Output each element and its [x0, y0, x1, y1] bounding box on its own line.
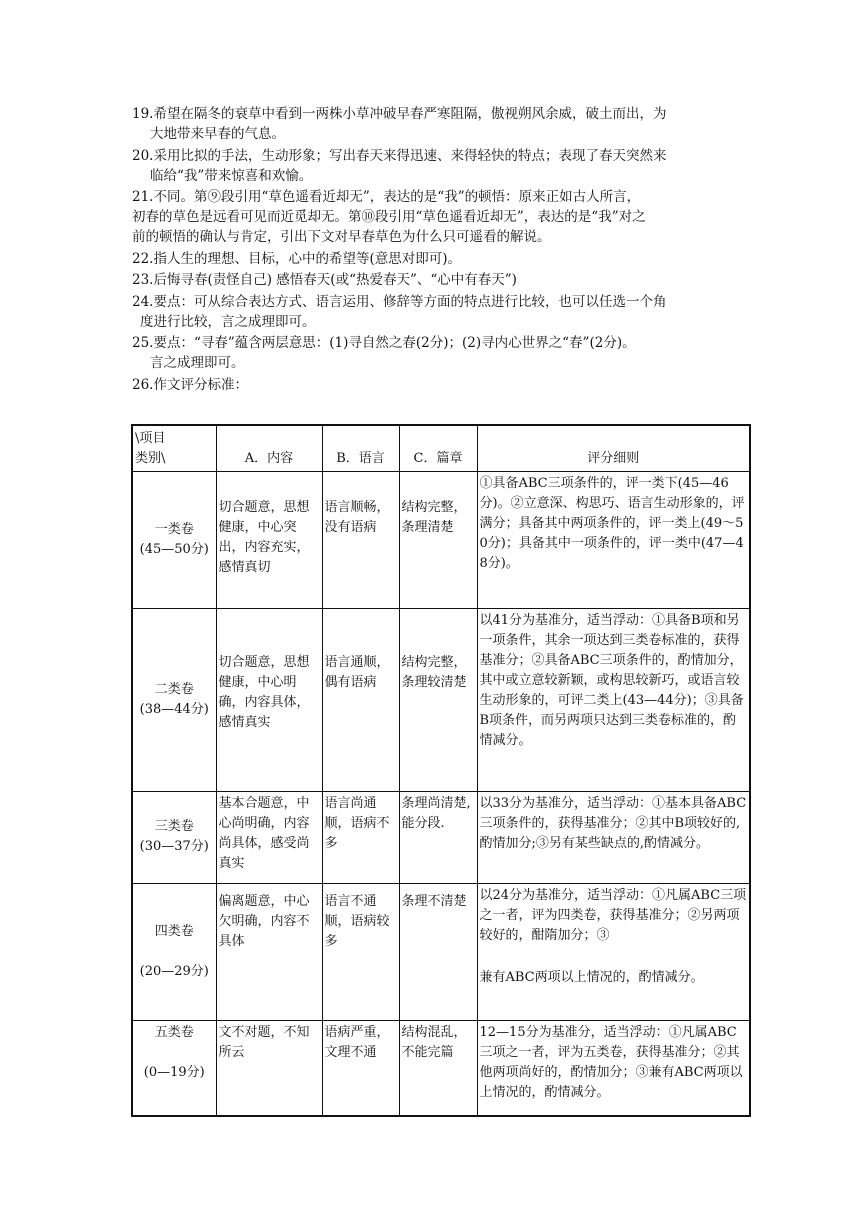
language-cell: 语言不通顺，语病较多 [322, 883, 399, 1020]
category-name: 五类卷 [154, 1024, 194, 1040]
content-cell: 偏离题意，中心欠明确，内容不具体 [216, 883, 322, 1020]
table-row [132, 1020, 750, 1116]
answer-text: 初春的草色是远看可见而近觅却无。第⑩段引用“草色遥看近却无”，表达的是“我”对之 [132, 209, 646, 225]
answer-text: 前的顿悟的确认与肯定，引出下文对早春草色为什么只可遥看的解说。 [132, 229, 551, 245]
answer-24 [132, 292, 742, 332]
rubric-table [131, 424, 751, 1117]
answer-number: 23. [132, 272, 154, 288]
answer-text: 后悔寻春(责怪自己) 感悟春天(或“热爱春天”、“心中有春天”) [153, 272, 517, 288]
answer-text: 希望在隔冬的衰草中看到一两株小草冲破早春严寒阻隔，傲视朔风余威，破土而出，为 [153, 106, 667, 122]
category-range: (0—19分) [143, 1064, 205, 1080]
detail-cell: 以33分为基准分，适当浮动：①基本具备ABC三项条件的，获得基准分；②其中B项较好的,酌情加分;③另有某些缺点的,酌情减分。 [477, 791, 750, 883]
content-cell: 基本合题意，中心尚明确，内容尚具体，感受尚真实 [216, 791, 322, 883]
category-name: 一类卷 [154, 521, 194, 537]
answer-21 [132, 187, 742, 247]
category-cell [132, 1020, 216, 1116]
answer-text: 临给“我”带来惊喜和欢愉。 [150, 167, 313, 184]
content-cell: 切合题意，思想健康，中心明确，内容具体，感情真实 [216, 608, 322, 791]
detail-cell: 12—15分为基准分，适当浮动：①凡属ABC三项之一者，评为五类卷，获得基准分；②其他两项尚好的，酌情加分；③兼有ABC两项以上情况的，酌情减分。 [477, 1020, 750, 1116]
answer-23 [132, 270, 742, 290]
answer-text: 指人生的理想、目标，心中的希望等(意思对即可)。 [153, 250, 462, 267]
header-language: B．语言 [322, 425, 399, 471]
header-content: A．内容 [216, 425, 322, 471]
answer-19 [132, 104, 742, 144]
detail-text-2: 兼有ABC两项以上情况的，酌情减分。 [479, 969, 704, 985]
category-range: (45—50分) [139, 541, 209, 557]
structure-cell: 条理尚清楚,能分段. [399, 791, 477, 883]
answer-list [132, 104, 742, 396]
language-cell: 语言尚通顺，语病不多 [322, 791, 399, 883]
answer-text: 要点：可从综合表达方式、语言运用、修辞等方面的特点进行比较，也可以任选一个角 [153, 293, 667, 310]
answer-25 [132, 333, 742, 373]
language-cell: 语言顺畅，没有语病 [322, 471, 399, 608]
category-cell [132, 791, 216, 883]
answer-text: 作文评分标准： [153, 376, 248, 393]
category-name: 二类卷 [154, 681, 194, 697]
category-range: (30—37分) [139, 839, 209, 854]
structure-cell: 结构完整，条理清楚 [399, 471, 477, 608]
answer-number: 24. [132, 293, 154, 310]
answer-22 [132, 249, 742, 269]
detail-cell: 以41分为基准分，适当浮动：①具备B项和另一项条件，其余一项达到三类卷标准的，获得基准分；②具备ABC三项条件的，酌情加分，其中或立意较新颖，或构思较新巧，或语言较生动形象的，可评二类上(43—44分)；③具备B项条件，而另两项只达到三类卷标准的，酌情减分。 [477, 608, 750, 791]
structure-cell: 结构混乱，不能完篇 [399, 1020, 477, 1116]
table-row [132, 791, 750, 883]
answer-number: 22. [132, 250, 154, 267]
language-cell: 语言通顺，偶有语病 [322, 608, 399, 791]
answer-text: 大地带来早春的气息。 [150, 126, 285, 142]
answer-text: 度进行比较，言之成理即可。 [140, 313, 316, 330]
category-cell [132, 883, 216, 1020]
category-range: (38—44分) [139, 701, 209, 717]
table-header-row [132, 425, 750, 471]
corner-top: \项目 [135, 430, 166, 446]
content-cell: 文不对题，不知所云 [216, 1020, 322, 1116]
answer-text: 采用比拟的手法，生动形象；写出春天来得迅速、来得轻快的特点；表现了春天突然来 [153, 147, 667, 164]
answer-text: 要点：“寻春”蕴含两层意思：(1)寻自然之春(2分)；(2)寻内心世界之“春”(2分)。 [153, 335, 636, 351]
structure-cell: 结构完整，条理较清楚 [399, 608, 477, 791]
header-structure: C．篇章 [399, 425, 477, 471]
answer-number: 25. [132, 335, 154, 351]
answer-20 [132, 146, 742, 186]
detail-text: 以24分为基准分，适当浮动：①凡属ABC三项之一者，评为四类卷，获得基准分；②另两项较好的，酣隋加分；③ [479, 887, 747, 943]
table-row [132, 471, 750, 608]
answer-text: 不同。第⑨段引用“草色遥看近却无”，表达的是“我”的顿悟：原来正如古人所言， [153, 189, 641, 205]
category-name: 四类卷 [154, 923, 194, 939]
detail-cell: ①具备ABC三项条件的，评一类下(45—46分)。②立意深、构思巧、语言生动形象的，评满分；具备其中两项条件的，评一类上(49～50分)；具备其中一项条件的，评一类中(47—48分)。 [477, 471, 750, 608]
corner-bottom: 类别\ [135, 450, 166, 466]
table-row [132, 608, 750, 791]
answer-number: 26. [132, 376, 154, 393]
answer-text: 言之成理即可。 [150, 355, 245, 371]
answer-number: 21. [132, 189, 154, 205]
content-cell: 切合题意，思想健康，中心突出，内容充实，感情真切 [216, 471, 322, 608]
header-detail: 评分细则 [477, 425, 750, 471]
category-name: 三类卷 [154, 819, 194, 834]
structure-cell: 条理不清楚 [399, 883, 477, 1020]
category-range: (20—29分) [139, 963, 209, 979]
corner-cell [132, 425, 216, 471]
answer-26 [132, 375, 742, 395]
category-cell [132, 471, 216, 608]
table-row [132, 883, 750, 1020]
detail-cell [477, 883, 750, 1020]
answer-number: 20. [132, 147, 154, 164]
answer-number: 19. [132, 106, 154, 122]
language-cell: 语病严重，文理不通 [322, 1020, 399, 1116]
category-cell [132, 608, 216, 791]
